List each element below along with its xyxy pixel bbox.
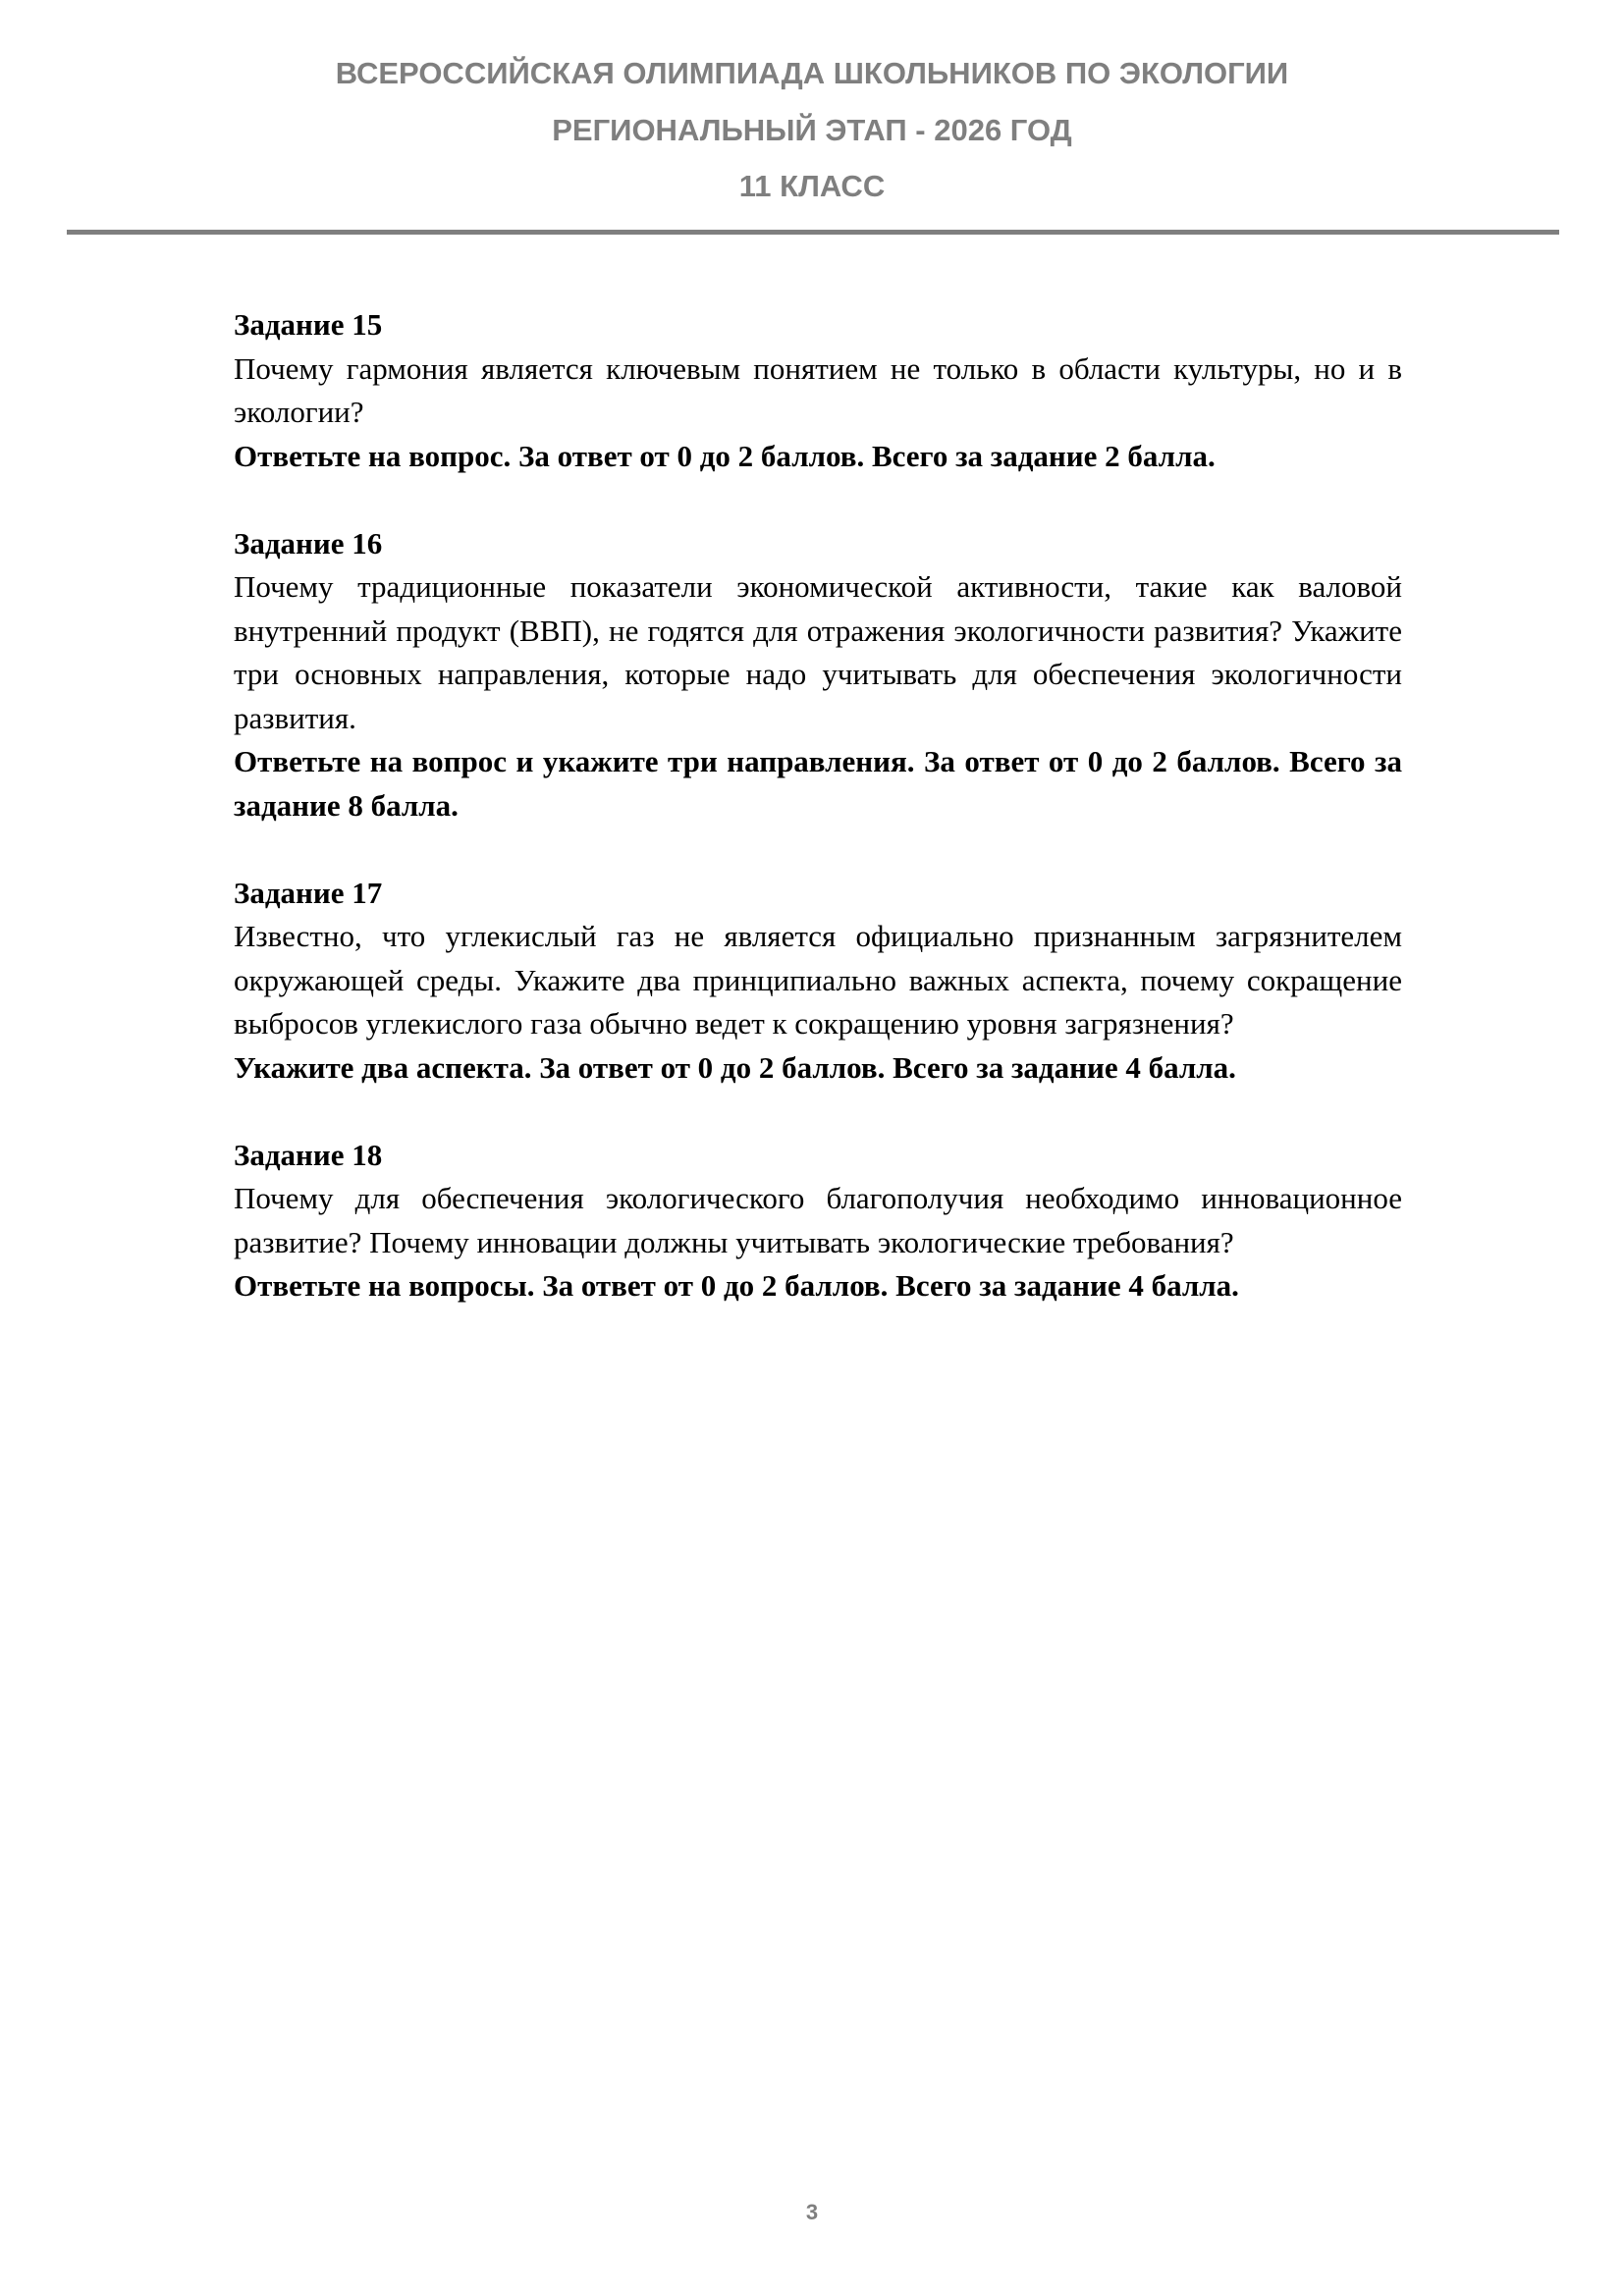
task-instruction: Ответьте на вопросы. За ответ от 0 до 2 баллов. Всего за задание 4 балла. <box>234 1268 1239 1303</box>
task-17 <box>234 872 1402 1091</box>
task-15 <box>234 303 1402 478</box>
task-title: Задание 18 <box>234 1137 383 1172</box>
task-question: Известно, что углекислый газ не является официально признанным загрязнителем окружающей среды. Укажите два принципиально важных аспекта, почему сокращение выбросов углекислого газа обычно ведет к сокращению уровня загрязнения? <box>234 919 1402 1041</box>
header-olympiad-title: ВСЕРОССИЙСКАЯ ОЛИМПИАДА ШКОЛЬНИКОВ ПО ЭКОЛОГИИ <box>335 56 1289 90</box>
task-instruction: Ответьте на вопрос и укажите три направления. За ответ от 0 до 2 баллов. Всего за задание 8 балла. <box>234 744 1402 823</box>
page-number: 3 <box>805 2200 819 2224</box>
task-16 <box>234 522 1402 828</box>
task-title: Задание 16 <box>234 525 383 561</box>
header-stage: РЕГИОНАЛЬНЫЙ ЭТАП - 2026 ГОД <box>552 113 1072 147</box>
task-question: Почему для обеспечения экологического благополучия необходимо инновационное развитие? Почему инновации должны учитывать экологические требования? <box>234 1181 1402 1259</box>
header-grade: 11 КЛАСС <box>738 169 886 203</box>
task-18 <box>234 1134 1402 1308</box>
task-title: Задание 15 <box>234 307 383 342</box>
task-question: Почему гармония является ключевым понятием не только в области культуры, но и в экологии? <box>234 350 1402 429</box>
task-instruction: Ответьте на вопрос. За ответ от 0 до 2 баллов. Всего за задание 2 балла. <box>234 438 1216 473</box>
task-title: Задание 17 <box>234 875 383 910</box>
task-question: Почему традиционные показатели экономической активности, такие как валовой внутренний продукт (ВВП), не годятся для отражения экологичности развития? Укажите три основных направления, которые надо учитывать для обеспечения экологичности развития. <box>234 569 1402 735</box>
header-divider <box>67 230 1559 235</box>
task-instruction: Укажите два аспекта. За ответ от 0 до 2 баллов. Всего за задание 4 балла. <box>234 1049 1236 1085</box>
tasks-section <box>234 303 1402 1352</box>
